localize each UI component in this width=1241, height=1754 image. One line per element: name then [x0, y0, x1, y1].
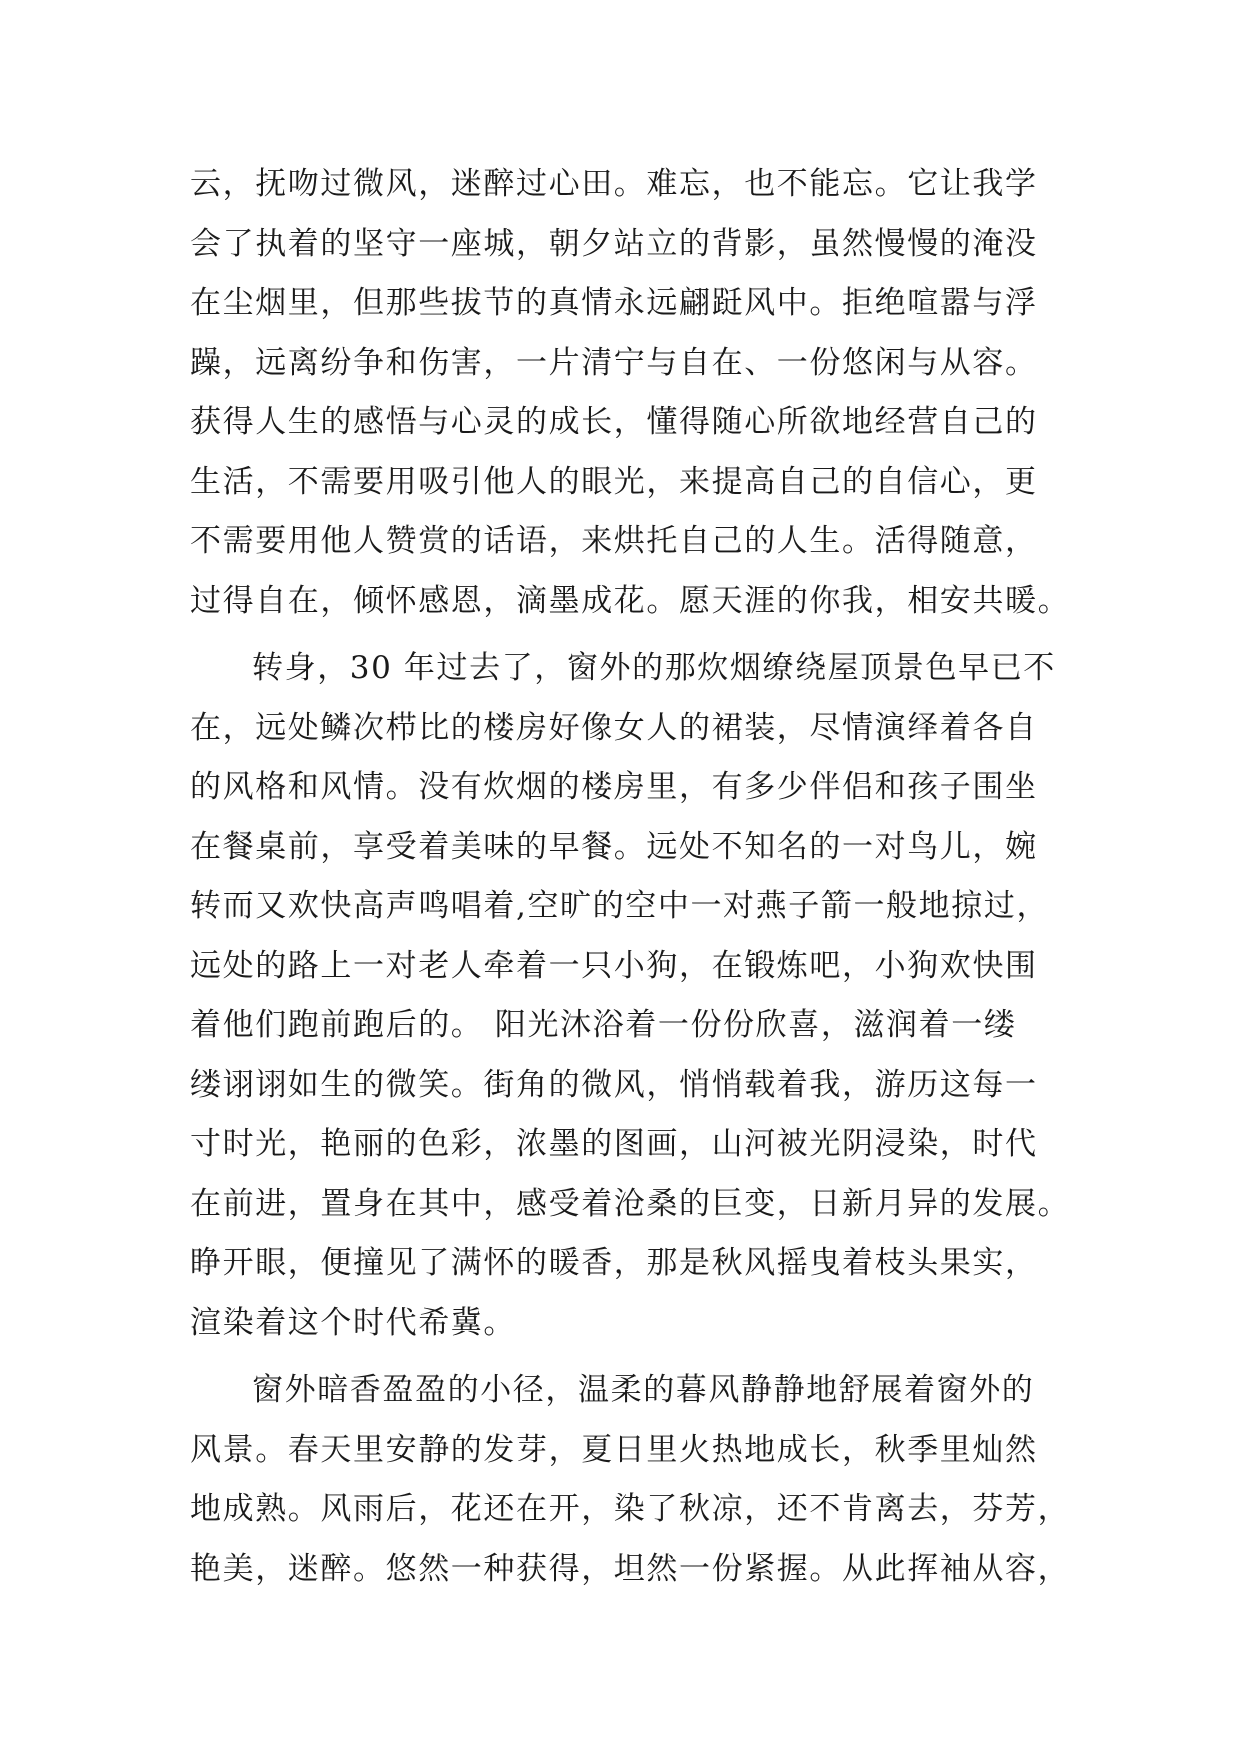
text-line: 过得自在，倾怀感恩，滴墨成花。愿天涯的你我，相安共暖。 [190, 582, 1071, 619]
text-line: 转而又欢快高声鸣唱着,空旷的空中一对燕子箭一般地掠过， [190, 888, 1050, 924]
text-line: 生活，不需要用吸引他人的眼光，来提高自己的自信心，更 [190, 463, 1038, 500]
text-line: 风景。春天里安静的发芽，夏日里火热地成长，秋季里灿然 [190, 1431, 1038, 1468]
text-line: 寸时光，艳丽的色彩，浓墨的图画，山河被光阴浸染，时代 [190, 1126, 1038, 1162]
paragraph-1 [190, 155, 1070, 631]
paragraph-2 [190, 639, 1070, 1353]
text-line: 在尘烟里，但那些拔节的真情永远翩跹风中。拒绝喧嚣与浮 [190, 285, 1038, 321]
text-line: 会了执着的坚守一座城，朝夕站立的背影，虽然慢慢的淹没 [190, 225, 1038, 262]
text-line: 在餐桌前，享受着美味的早餐。远处不知名的一对鸟儿，婉 [190, 828, 1038, 865]
text-line: 睁开眼，便撞见了满怀的暖香，那是秋风摇曳着枝头果实， [190, 1245, 1038, 1281]
text-line: 窗外暗香盈盈的小径，温柔的暮风静静地舒展着窗外的 [252, 1372, 1035, 1408]
text-line: 着他们跑前跑后的。 阳光沐浴着一份份欣喜，滋润着一缕 [190, 1007, 1017, 1043]
text-line: 在前进，置身在其中，感受着沧桑的巨变，日新月异的发展。 [190, 1185, 1071, 1222]
text-line: 不需要用他人赞赏的话语，来烘托自己的人生。活得随意， [190, 523, 1038, 559]
paragraph-3 [190, 1361, 1070, 1599]
text-line: 在，远处鳞次栉比的楼房好像女人的裙装，尽情演绎着各自 [190, 709, 1038, 746]
paragraph-spacer [190, 1353, 1070, 1361]
text-line: 的风格和风情。没有炊烟的楼房里，有多少伴侣和孩子围坐 [190, 769, 1038, 805]
text-line: 艳美，迷醉。悠然一种获得，坦然一份紧握。从此挥袖从容， [190, 1550, 1071, 1587]
text-line: 转身，30 年过去了，窗外的那炊烟缭绕屋顶景色早已不 [252, 650, 1056, 686]
text-line: 躁，远离纷争和伤害，一片清宁与自在、一份悠闲与从容。 [190, 344, 1038, 381]
text-line: 云，抚吻过微风，迷醉过心田。难忘，也不能忘。它让我学 [190, 166, 1038, 202]
text-line: 渲染着这个时代希冀。 [190, 1304, 516, 1341]
paragraph-spacer [190, 631, 1070, 639]
text-line: 获得人生的感悟与心灵的成长，懂得随心所欲地经营自己的 [190, 404, 1038, 440]
text-line: 远处的路上一对老人牵着一只小狗，在锻炼吧，小狗欢快围 [190, 947, 1038, 984]
text-line: 地成熟。风雨后，花还在开，染了秋凉，还不肯离去，芬芳， [190, 1491, 1071, 1527]
text-line: 缕诩诩如生的微笑。街角的微风，悄悄载着我，游历这每一 [190, 1066, 1038, 1103]
body-text [190, 155, 1070, 1599]
